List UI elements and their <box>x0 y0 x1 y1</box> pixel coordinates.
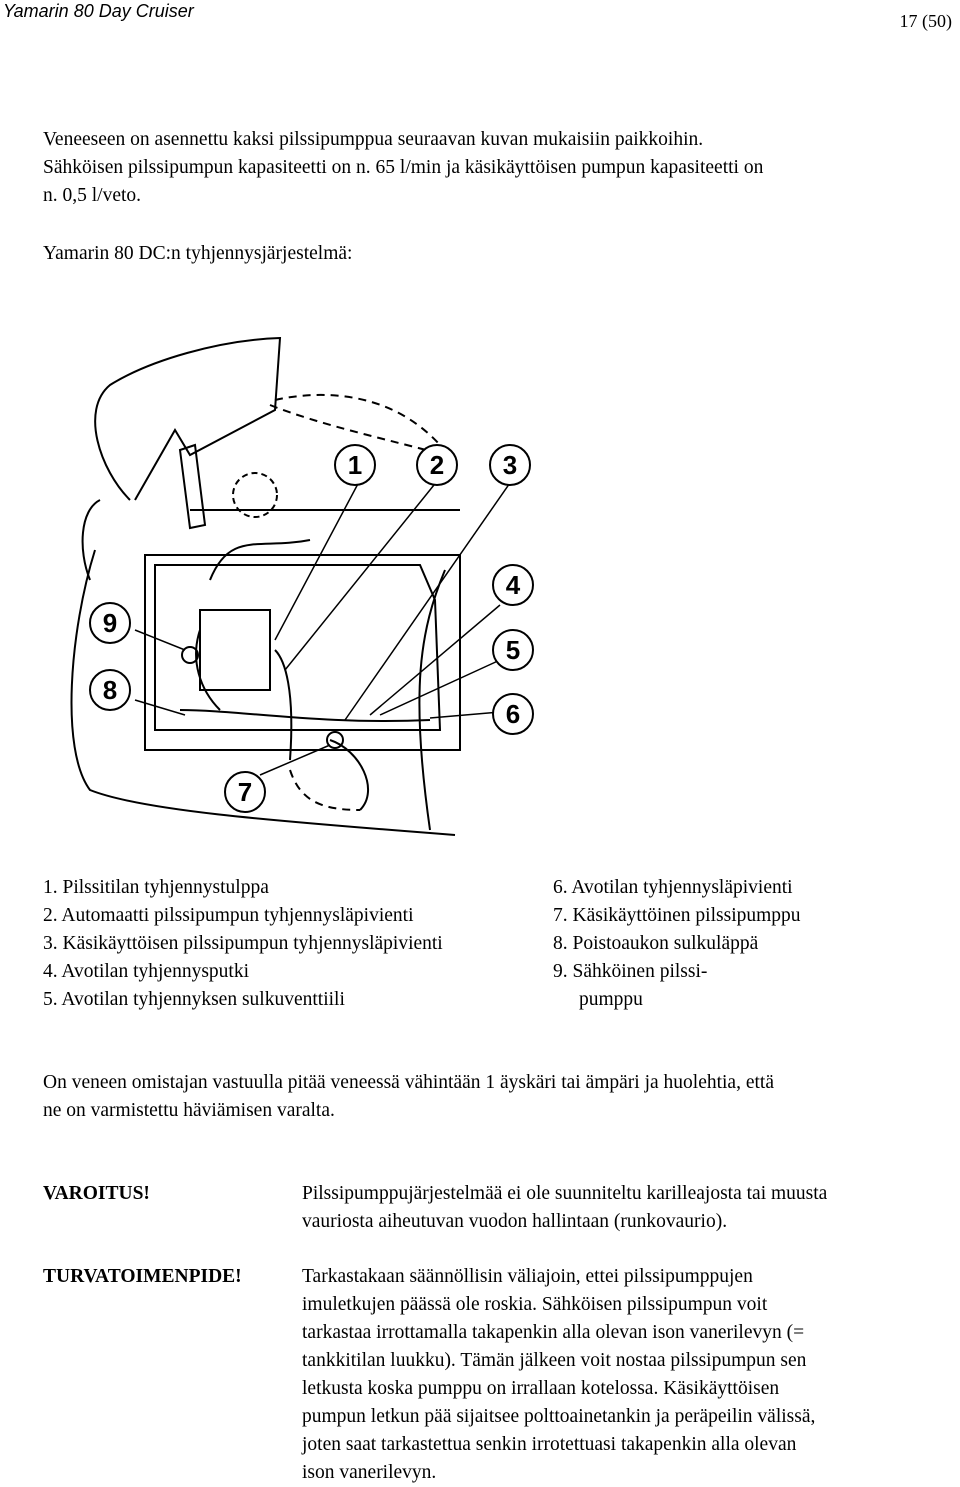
legend-item: 9. Sähköinen pilssi- <box>553 961 708 982</box>
note-line: ne on varmistettu häviämisen varalta. <box>43 1100 335 1121</box>
owner-responsibility-note <box>43 1069 774 1125</box>
svg-text:8: 8 <box>102 675 118 705</box>
svg-text:9: 9 <box>102 608 118 638</box>
legend-item: 7. Käsikäyttöinen pilssipumppu <box>553 905 801 926</box>
safety-line: ison vanerilevyn. <box>302 1462 437 1483</box>
svg-text:7: 7 <box>237 777 253 807</box>
warning-text <box>302 1180 827 1236</box>
safety-line: pumpun letkun pää sijaitsee polttoainetankin ja peräpeilin välissä, <box>302 1406 816 1427</box>
intro-paragraph <box>43 126 763 210</box>
safety-label: TURVATOIMENPIDE! <box>43 1266 242 1287</box>
safety-line: tankkitilan luukku). Tämän jälkeen voit nostaa pilssipumpun sen <box>302 1350 807 1371</box>
warning-line: vauriosta aiheutuvan vuodon hallintaan (runkovaurio). <box>302 1211 728 1232</box>
legend-item: 8. Poistoaukon sulkuläppä <box>553 933 759 954</box>
note-line: On veneen omistajan vastuulla pitää veneessä vähintään 1 äyskäri tai ämpäri ja huolehtia, että <box>43 1072 774 1093</box>
svg-text:2: 2 <box>429 450 445 480</box>
legend-right <box>553 874 801 1014</box>
legend-item: 2. Automaatti pilssipumpun tyhjennysläpivienti <box>43 905 414 926</box>
legend-item: pumppu <box>579 989 643 1010</box>
legend-item: 1. Pilssitilan tyhjennystulppa <box>43 877 269 898</box>
svg-text:6: 6 <box>505 699 521 729</box>
callout-6 <box>493 694 533 734</box>
callout-7 <box>225 772 265 812</box>
intro-line: Veneeseen on asennettu kaksi pilssipumppua seuraavan kuvan mukaisiin paikkoihin. <box>43 129 704 150</box>
svg-text:3: 3 <box>502 450 518 480</box>
safety-line: tarkastaa irrottamalla takapenkin alla olevan ison vanerilevyn (= <box>302 1322 805 1343</box>
safety-text <box>302 1263 815 1487</box>
intro-line: n. 0,5 l/veto. <box>43 185 142 206</box>
legend-item: 4. Avotilan tyhjennysputki <box>43 961 250 982</box>
diagram-caption: Yamarin 80 DC:n tyhjennysjärjestelmä: <box>43 243 353 264</box>
warning-line: Pilssipumppujärjestelmää ei ole suunniteltu karilleajosta tai muusta <box>302 1183 828 1204</box>
callout-5 <box>493 630 533 670</box>
safety-line: joten saat tarkastettua senkin irrotettuasi takapenkin alla olevan <box>302 1434 797 1455</box>
warning-label: VAROITUS! <box>43 1183 150 1204</box>
legend-left <box>43 874 443 1014</box>
safety-line: Tarkastakaan säännöllisin väliajoin, ettei pilssipumppujen <box>302 1266 753 1287</box>
safety-line: letkusta koska pumppu on irrallaan kotelossa. Käsikäyttöisen <box>302 1378 780 1399</box>
page-number: 17 (50) <box>899 11 952 31</box>
svg-text:1: 1 <box>347 450 363 480</box>
safety-line: imuletkujen päässä ole roskia. Sähköisen pilssipumpun voit <box>302 1294 768 1315</box>
legend-item: 3. Käsikäyttöisen pilssipumpun tyhjennysläpivienti <box>43 933 443 954</box>
legend-item: 6. Avotilan tyhjennysläpivienti <box>553 877 793 898</box>
diagram-callouts-overlay <box>60 330 560 840</box>
svg-text:4: 4 <box>505 570 521 600</box>
legend-item: 5. Avotilan tyhjennyksen sulkuventtiili <box>43 989 345 1010</box>
intro-line: Sähköisen pilssipumpun kapasiteetti on n. 65 l/min ja käsikäyttöisen pumpun kapasiteetti on <box>43 157 764 178</box>
svg-text:5: 5 <box>505 635 521 665</box>
callout-4 <box>493 565 533 605</box>
document-title: Yamarin 80 Day Cruiser <box>3 1 194 21</box>
callout-8 <box>90 670 130 710</box>
callout-9 <box>90 603 130 643</box>
callout-group <box>90 565 533 812</box>
